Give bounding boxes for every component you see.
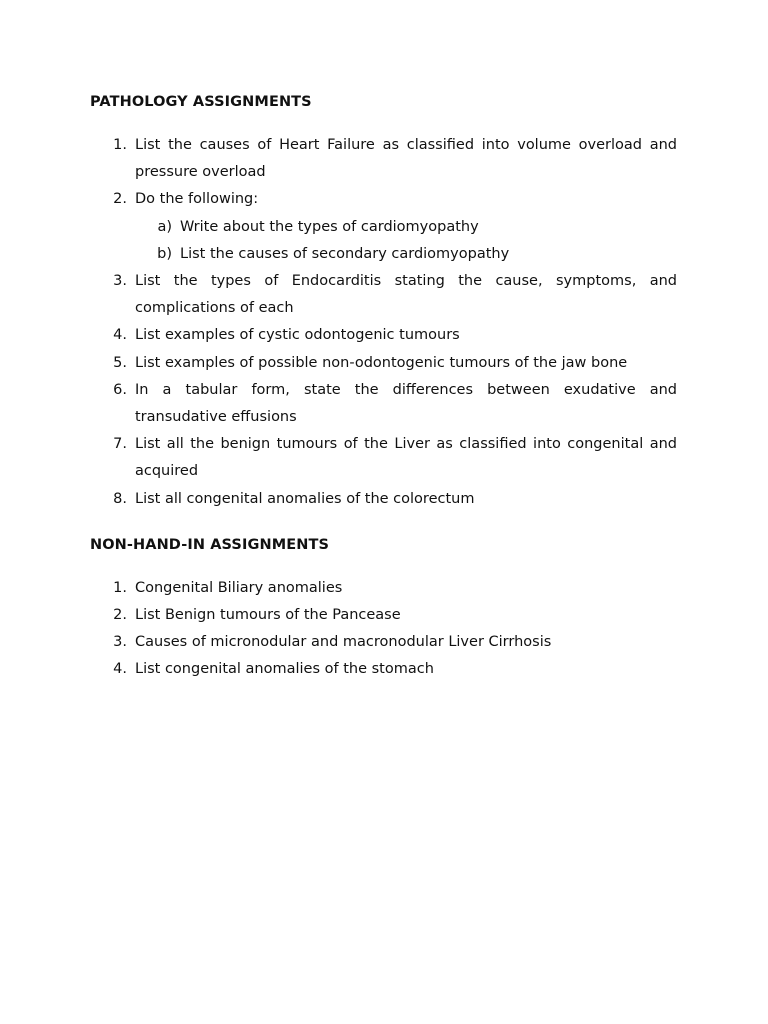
list-item-text: List examples of possible non-odontogenic tumours of the jaw bone [135,354,628,371]
list-item-number: 8. [113,490,127,507]
sublist-item-text: List the causes of secondary cardiomyopathy [180,245,510,262]
list-item-number: 3. [113,634,127,651]
list-item-text: List congenital anomalies of the stomach [135,661,434,678]
list-item-text: Congenital Biliary anomalies [135,579,343,596]
list-item [90,602,677,629]
list-item [90,322,677,349]
sublist-item-letter: b) [157,245,172,262]
list-item [90,268,677,322]
list-item-text: List examples of cystic odontogenic tumours [135,327,460,344]
list-item [90,132,677,186]
list-item [90,431,677,485]
list-item [90,186,677,213]
sublist-item-letter: a) [157,218,172,235]
sublist [90,214,677,268]
list-item [90,350,677,377]
list-item-number: 6. [113,381,127,398]
sublist-item-text: Write about the types of cardiomyopathy [180,218,479,235]
list-item-number: 2. [113,607,127,624]
section-heading-pathology-assignments: PATHOLOGY ASSIGNMENTS [90,94,312,110]
list-item [90,486,677,513]
list-item [90,629,677,656]
list-item-text: List Benign tumours of the Pancease [135,607,401,624]
list-item-number: 5. [113,354,127,371]
pathology-assignments-list [90,132,677,513]
sublist-container [90,214,677,268]
sublist-item [90,241,677,268]
non-hand-in-assignments-list [90,575,677,684]
list-item-text: List the causes of Heart Failure as classified into volume overload and pressure overload [135,137,677,181]
section-heading-non-hand-in-assignments: NON-HAND-IN ASSIGNMENTS [90,536,330,553]
list-item-text: List all the benign tumours of the Liver as classified into congenital and acquired [135,436,677,480]
list-item-number: 7. [113,436,127,453]
list-item-text: List all congenital anomalies of the colorectum [135,490,475,507]
list-item-number: 1. [113,579,127,596]
list-item-text: Causes of micronodular and macronodular Liver Cirrhosis [135,634,552,651]
list-item-number: 3. [113,273,127,290]
list-item-number: 4. [113,661,127,678]
document-page [90,92,677,684]
sublist-item [90,214,677,241]
list-item-number: 2. [113,191,127,208]
list-item [90,575,677,602]
list-item [90,656,677,683]
list-item-text: In a tabular form, state the differences between exudative and transudative effusions [135,381,677,426]
list-item-text: Do the following: [135,191,259,208]
list-item-number: 4. [113,327,127,344]
list-item-number: 1. [113,137,127,153]
list-item [90,377,677,431]
list-item-text: List the types of Endocarditis stating the cause, symptoms, and complications of each [135,273,677,317]
